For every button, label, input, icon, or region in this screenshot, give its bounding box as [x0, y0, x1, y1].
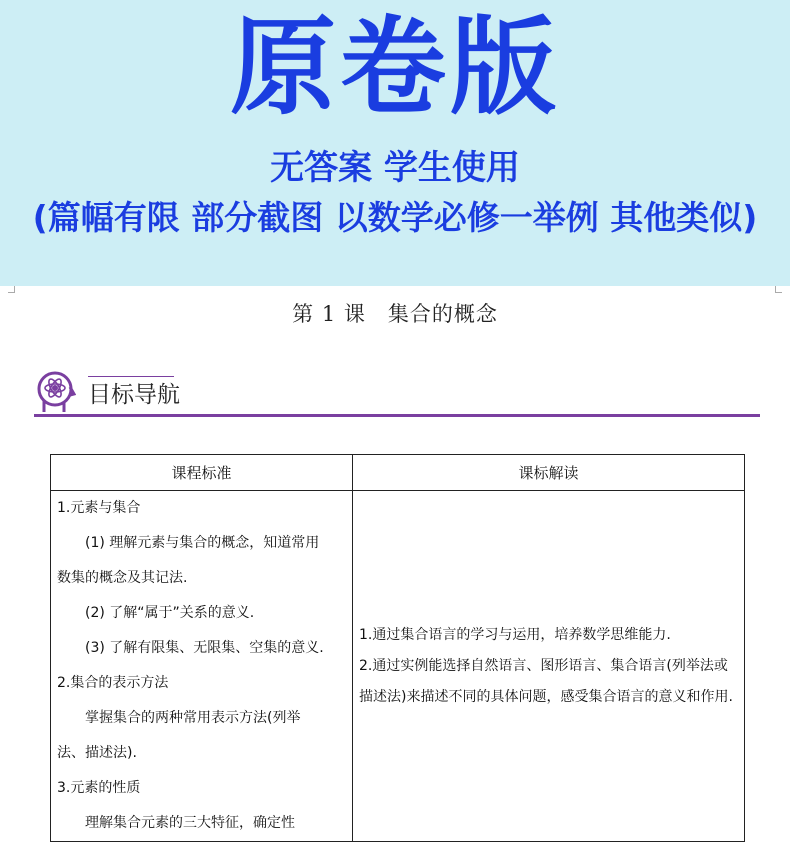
- banner: [0, 0, 790, 286]
- list-item: 掌握集合的两种常用表示方法(列举: [85, 710, 301, 726]
- table-row: [51, 491, 745, 842]
- list-item: (1) 理解元素与集合的概念，知道常用: [85, 535, 320, 551]
- list-item: 2.集合的表示方法: [57, 675, 169, 691]
- banner-subtitle: 无答案 学生使用: [270, 148, 520, 188]
- nav-rule-accent: [88, 376, 174, 377]
- interpretation-cell: [353, 491, 745, 842]
- table-header-row: [51, 455, 745, 491]
- crop-mark: [8, 286, 15, 293]
- paragraph: 2.通过实例能选择自然语言、图形语言、集合语言(列举法或描述法)来描述不同的具体问题，感受集合语言的意义和作用.: [359, 657, 733, 705]
- section-heading: 目标导航: [88, 382, 180, 408]
- paragraph: 1.通过集合语言的学习与运用，培养数学思维能力.: [359, 626, 671, 643]
- column-header: 课程标准: [51, 455, 353, 491]
- list-item: (2) 了解“属于”关系的意义.: [85, 605, 255, 621]
- list-item: 理解集合元素的三大特征，确定性: [85, 815, 295, 831]
- curriculum-table: [50, 454, 745, 842]
- section-divider: [34, 414, 760, 417]
- crop-mark: [775, 286, 782, 293]
- document-page: [8, 286, 782, 831]
- brain-head-icon: [36, 370, 76, 414]
- column-header: 课标解读: [353, 455, 745, 491]
- list-item: 法、描述法).: [57, 745, 137, 761]
- banner-note: (篇幅有限 部分截图 以数学必修一举例 其他类似): [32, 198, 758, 237]
- list-item: 3.元素的性质: [57, 780, 141, 796]
- lesson-title: 第 1 课 集合的概念: [292, 302, 498, 326]
- list-item: 1.元素与集合: [57, 500, 141, 516]
- standards-cell: [51, 491, 353, 842]
- list-item: 数集的概念及其记法.: [57, 570, 188, 586]
- list-item: (3) 了解有限集、无限集、空集的意义.: [85, 640, 324, 656]
- banner-title: 原卷版: [230, 6, 560, 129]
